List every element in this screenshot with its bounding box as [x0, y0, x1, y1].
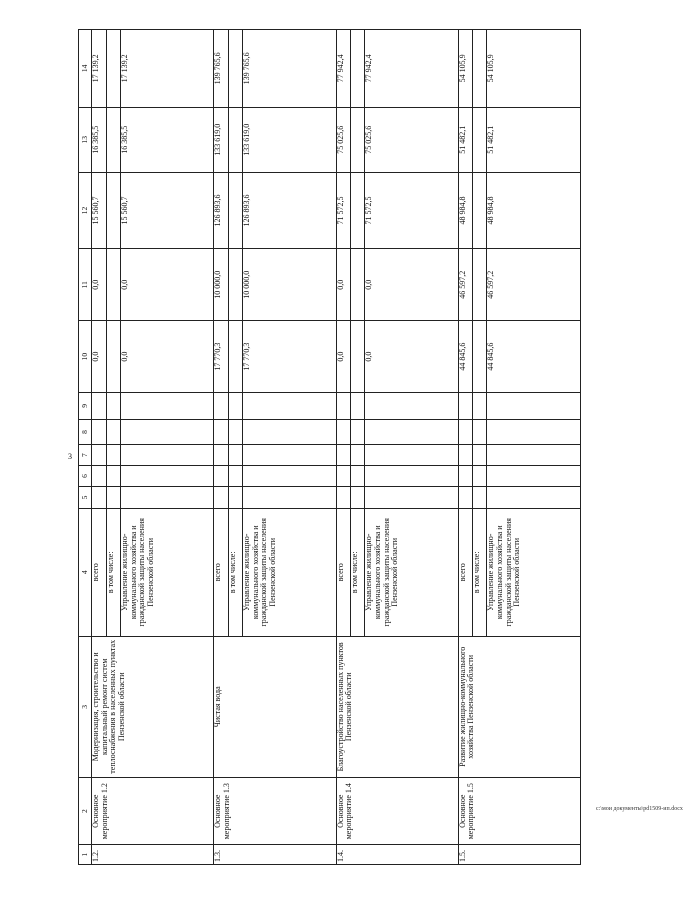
empty-cell [92, 466, 106, 487]
empty-cell [92, 393, 106, 420]
empty-cell [365, 393, 458, 420]
empty-cell [336, 445, 350, 466]
empty-cell [473, 445, 487, 466]
empty-cell [350, 466, 364, 487]
empty-cell [473, 393, 487, 420]
value-cell: 54 105,9 [487, 30, 581, 108]
value-cell: 139 765,6 [243, 30, 336, 108]
empty-cell [214, 393, 228, 420]
header-cell-12: 12 [79, 172, 92, 249]
empty-cell [228, 393, 242, 420]
value-cell: 0,0 [120, 249, 213, 321]
table-row [458, 30, 472, 865]
value-cell: 126 893,6 [243, 172, 336, 249]
value-cell: 0,0 [336, 321, 350, 393]
empty-cell [228, 466, 242, 487]
value-cell [228, 107, 242, 172]
page-number: 3 [68, 452, 72, 461]
empty-cell [106, 419, 120, 445]
value-cell [350, 30, 364, 108]
value-cell: 54 105,9 [458, 30, 472, 108]
header-cell-11: 11 [79, 249, 92, 321]
empty-cell [214, 466, 228, 487]
row-label: всего [214, 509, 228, 637]
value-cell: 46 597,2 [458, 249, 472, 321]
empty-cell [487, 486, 581, 508]
table-row [92, 30, 106, 865]
value-cell: 17 139,2 [92, 30, 106, 108]
header-row [79, 30, 92, 865]
value-cell: 75 025,6 [336, 107, 350, 172]
empty-cell [214, 419, 228, 445]
value-cell: 0,0 [92, 249, 106, 321]
row-label: всего [92, 509, 106, 637]
empty-cell [120, 393, 213, 420]
row-label: в том числе: [473, 509, 487, 637]
measure-name: Благоустройство населенных пунктов Пензенской области [336, 636, 458, 777]
value-cell: 10 000,0 [243, 249, 336, 321]
value-cell [473, 249, 487, 321]
value-cell [473, 30, 487, 108]
value-cell [350, 107, 364, 172]
empty-cell [92, 419, 106, 445]
empty-cell [487, 466, 581, 487]
empty-cell [365, 466, 458, 487]
row-number: 1.4. [336, 845, 458, 865]
value-cell [350, 321, 364, 393]
empty-cell [365, 486, 458, 508]
empty-cell [458, 466, 472, 487]
empty-cell [350, 445, 364, 466]
value-cell: 126 893,6 [214, 172, 228, 249]
empty-cell [106, 466, 120, 487]
measure-name: Чистая вода [214, 636, 336, 777]
value-cell [106, 30, 120, 108]
value-cell [106, 172, 120, 249]
empty-cell [458, 486, 472, 508]
empty-cell [458, 445, 472, 466]
empty-cell [458, 393, 472, 420]
empty-cell [243, 419, 336, 445]
value-cell [473, 321, 487, 393]
value-cell [106, 249, 120, 321]
empty-cell [228, 486, 242, 508]
empty-cell [350, 486, 364, 508]
value-cell [350, 172, 364, 249]
empty-cell [473, 486, 487, 508]
value-cell: 133 619,0 [243, 107, 336, 172]
value-cell [106, 107, 120, 172]
empty-cell [106, 393, 120, 420]
header-cell-7: 7 [79, 445, 92, 466]
empty-cell [106, 486, 120, 508]
value-cell: 77 942,4 [336, 30, 350, 108]
value-cell: 75 025,6 [365, 107, 458, 172]
empty-cell [336, 486, 350, 508]
row-label: в том числе: [350, 509, 364, 637]
empty-cell [120, 486, 213, 508]
rotated-table-container [78, 29, 581, 865]
value-cell: 77 942,4 [365, 30, 458, 108]
empty-cell [473, 466, 487, 487]
value-cell: 51 482,1 [487, 107, 581, 172]
value-cell: 133 619,0 [214, 107, 228, 172]
value-cell [228, 172, 242, 249]
value-cell [473, 172, 487, 249]
value-cell: 0,0 [336, 249, 350, 321]
empty-cell [243, 486, 336, 508]
empty-cell [350, 393, 364, 420]
footer-file-path: c:\мои документы\pd1509-ип.docx [596, 806, 683, 812]
header-cell-4: 4 [79, 509, 92, 637]
empty-cell [336, 419, 350, 445]
empty-cell [214, 445, 228, 466]
empty-cell [487, 445, 581, 466]
measure-type: Основное мероприятие 1.4 [336, 778, 458, 845]
value-cell: 46 597,2 [487, 249, 581, 321]
header-cell-5: 5 [79, 486, 92, 508]
row-number: 1.5. [458, 845, 580, 865]
header-cell-6: 6 [79, 466, 92, 487]
value-cell: 0,0 [120, 321, 213, 393]
header-cell-3: 3 [79, 636, 92, 777]
empty-cell [106, 445, 120, 466]
row-number: 1.3. [214, 845, 336, 865]
row-label: Управление жилищно-коммунального хозяйства и гражданской защиты населения Пензенской области [487, 509, 581, 637]
header-cell-2: 2 [79, 778, 92, 845]
value-cell: 10 000,0 [214, 249, 228, 321]
header-cell-8: 8 [79, 419, 92, 445]
value-cell: 16 385,5 [120, 107, 213, 172]
table-row [336, 30, 350, 865]
empty-cell [214, 486, 228, 508]
row-label: всего [336, 509, 350, 637]
value-cell [228, 30, 242, 108]
empty-cell [336, 393, 350, 420]
table-row [214, 30, 228, 865]
empty-cell [473, 419, 487, 445]
measure-type: Основное мероприятие 1.3 [214, 778, 336, 845]
row-label: в том числе: [106, 509, 120, 637]
program-table [78, 29, 581, 865]
value-cell [350, 249, 364, 321]
value-cell: 0,0 [365, 321, 458, 393]
empty-cell [350, 419, 364, 445]
empty-cell [336, 466, 350, 487]
value-cell: 17 770,3 [214, 321, 228, 393]
measure-name: Развитие жилищно-коммунального хозяйства Пензенской области [458, 636, 580, 777]
value-cell [228, 321, 242, 393]
empty-cell [120, 445, 213, 466]
value-cell: 0,0 [365, 249, 458, 321]
value-cell: 17 770,3 [243, 321, 336, 393]
value-cell: 17 139,2 [120, 30, 213, 108]
empty-cell [487, 393, 581, 420]
value-cell: 51 482,1 [458, 107, 472, 172]
value-cell [473, 107, 487, 172]
row-label: Управление жилищно-коммунального хозяйства и гражданской защиты населения Пензенской области [365, 509, 458, 637]
empty-cell [365, 419, 458, 445]
row-number: 1.2. [92, 845, 214, 865]
value-cell [106, 321, 120, 393]
header-cell-9: 9 [79, 393, 92, 420]
empty-cell [120, 419, 213, 445]
value-cell: 15 560,7 [120, 172, 213, 249]
measure-name: Модернизация, строительство и капитальный ремонт систем теплоснабжения в населенных пунктах Пензенской области [92, 636, 214, 777]
empty-cell [458, 419, 472, 445]
empty-cell [243, 393, 336, 420]
empty-cell [487, 419, 581, 445]
row-label: в том числе: [228, 509, 242, 637]
value-cell: 16 385,5 [92, 107, 106, 172]
value-cell: 71 572,5 [365, 172, 458, 249]
value-cell: 71 572,5 [336, 172, 350, 249]
value-cell: 15 560,7 [92, 172, 106, 249]
value-cell: 48 984,8 [458, 172, 472, 249]
value-cell: 0,0 [92, 321, 106, 393]
measure-type: Основное мероприятие 1.2 [92, 778, 214, 845]
empty-cell [120, 466, 213, 487]
empty-cell [365, 445, 458, 466]
header-cell-14: 14 [79, 30, 92, 108]
header-cell-10: 10 [79, 321, 92, 393]
empty-cell [92, 486, 106, 508]
value-cell: 44 845,6 [487, 321, 581, 393]
value-cell: 44 845,6 [458, 321, 472, 393]
header-cell-13: 13 [79, 107, 92, 172]
measure-type: Основное мероприятие 1.5 [458, 778, 580, 845]
empty-cell [243, 466, 336, 487]
row-label: всего [458, 509, 472, 637]
header-cell-1: 1 [79, 845, 92, 865]
value-cell: 139 765,6 [214, 30, 228, 108]
value-cell [228, 249, 242, 321]
row-label: Управление жилищно-коммунального хозяйства и гражданской защиты населения Пензенской области [120, 509, 213, 637]
empty-cell [228, 419, 242, 445]
row-label: Управление жилищно-коммунального хозяйства и гражданской защиты населения Пензенской области [243, 509, 336, 637]
empty-cell [228, 445, 242, 466]
value-cell: 48 984,8 [487, 172, 581, 249]
empty-cell [92, 445, 106, 466]
empty-cell [243, 445, 336, 466]
